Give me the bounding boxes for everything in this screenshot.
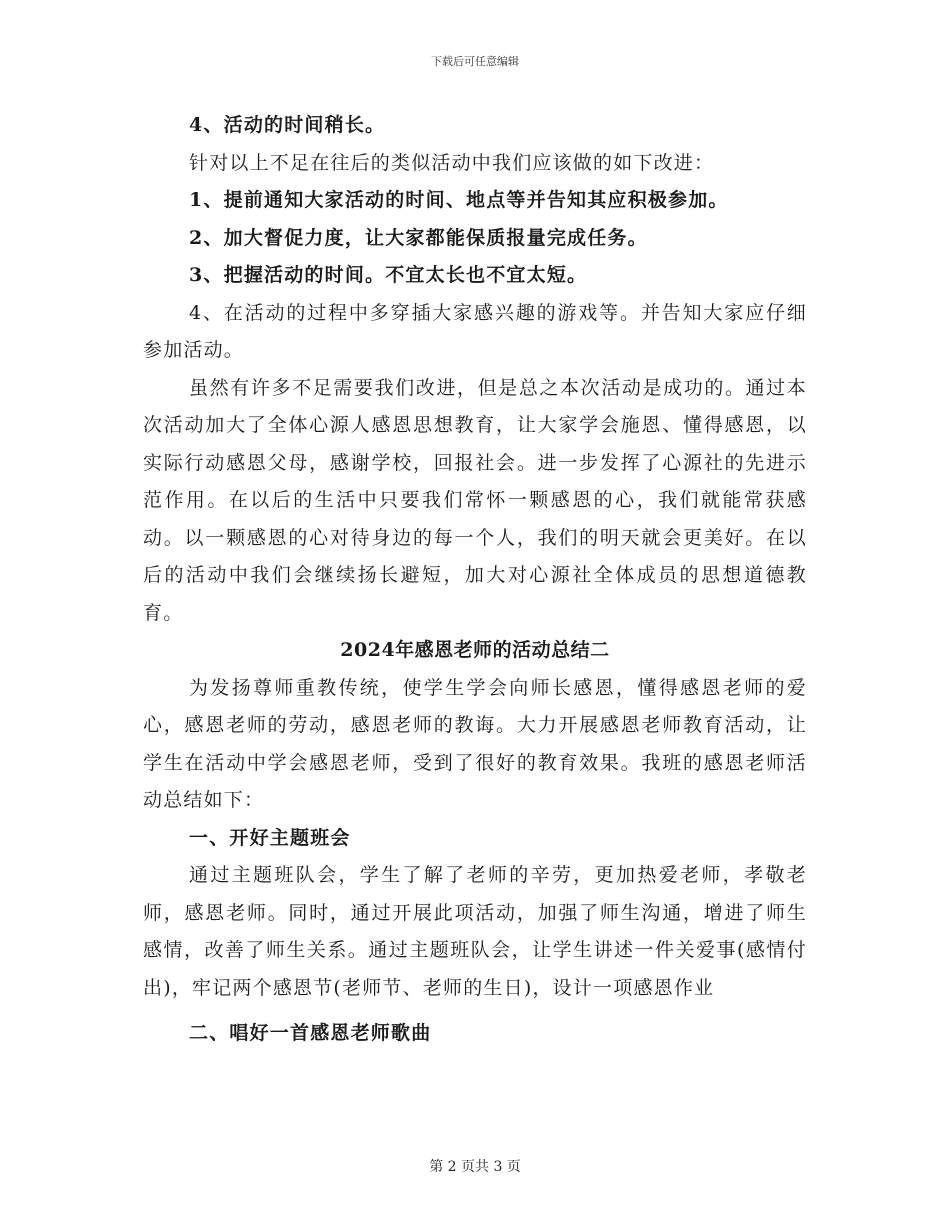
conclusion-paragraph: 虽然有许多不足需要我们改进，但是总之本次活动是成功的。通过本次活动加大了全体心源人感恩思想教育，让大家学会施恩、懂得感恩，以实际行动感恩父母，感谢学校，回报社会。进一步发挥了心源社的先进示范作用。在以后的生活中只要我们常怀一颗感恩的心，我们就能常获感动。以一颗感恩的心对待身边的每一个人，我们的明天就会更美好。在以后的活动中我们会继续扬长避短，加大对心源社全体成员的思想道德教育。 [143,376,807,624]
document-body [143,107,807,1053]
improvement-intro: 针对以上不足在往后的类似活动中我们应该做的如下改进： [189,151,715,174]
page-number: 第 2 页共 3 页 [429,1159,521,1175]
list-item-4-bold: 4、活动的时间稍长。 [189,114,386,136]
heading-one: 一、开好主题班会 [189,826,351,849]
improvement-item-4: 4、在活动的过程中多穿插大家感兴趣的游戏等。并告知大家应仔细参加活动。 [143,301,807,361]
spacer [143,1007,807,1015]
page-header-note: 下载后可任意编辑 [431,55,519,68]
heading-one-paragraph: 通过主题班队会，学生了解了老师的辛劳，更加热爱老师，孝敬老师，感恩老师。同时，通过开展此项活动，加强了师生沟通，增进了师生感情，改善了师生关系。通过主题班队会，让学生讲述一件关爱事(感情付出)，牢记两个感恩节(老师节、老师的生日)，设计一项感恩作业 [143,864,807,999]
improvement-item-1: 1、提前通知大家活动的时间、地点等并告知其应积极参加。 [189,189,729,211]
intro-paragraph: 为发扬尊师重教传统，使学生学会向师长感恩，懂得感恩老师的爱心，感恩老师的劳动，感恩老师的教诲。大力开展感恩老师教育活动，让学生在活动中学会感恩老师，受到了很好的教育效果。我班的感恩老师活动总结如下： [143,676,807,811]
section-title: 2024年感恩老师的活动总结二 [340,639,610,661]
heading-two: 二、唱好一首感恩老师歌曲 [189,1022,432,1044]
improvement-item-2: 2、加大督促力度，让大家都能保质报量完成任务。 [189,226,648,249]
improvement-item-3: 3、把握活动的时间。不宜太长也不宜太短。 [189,264,588,286]
